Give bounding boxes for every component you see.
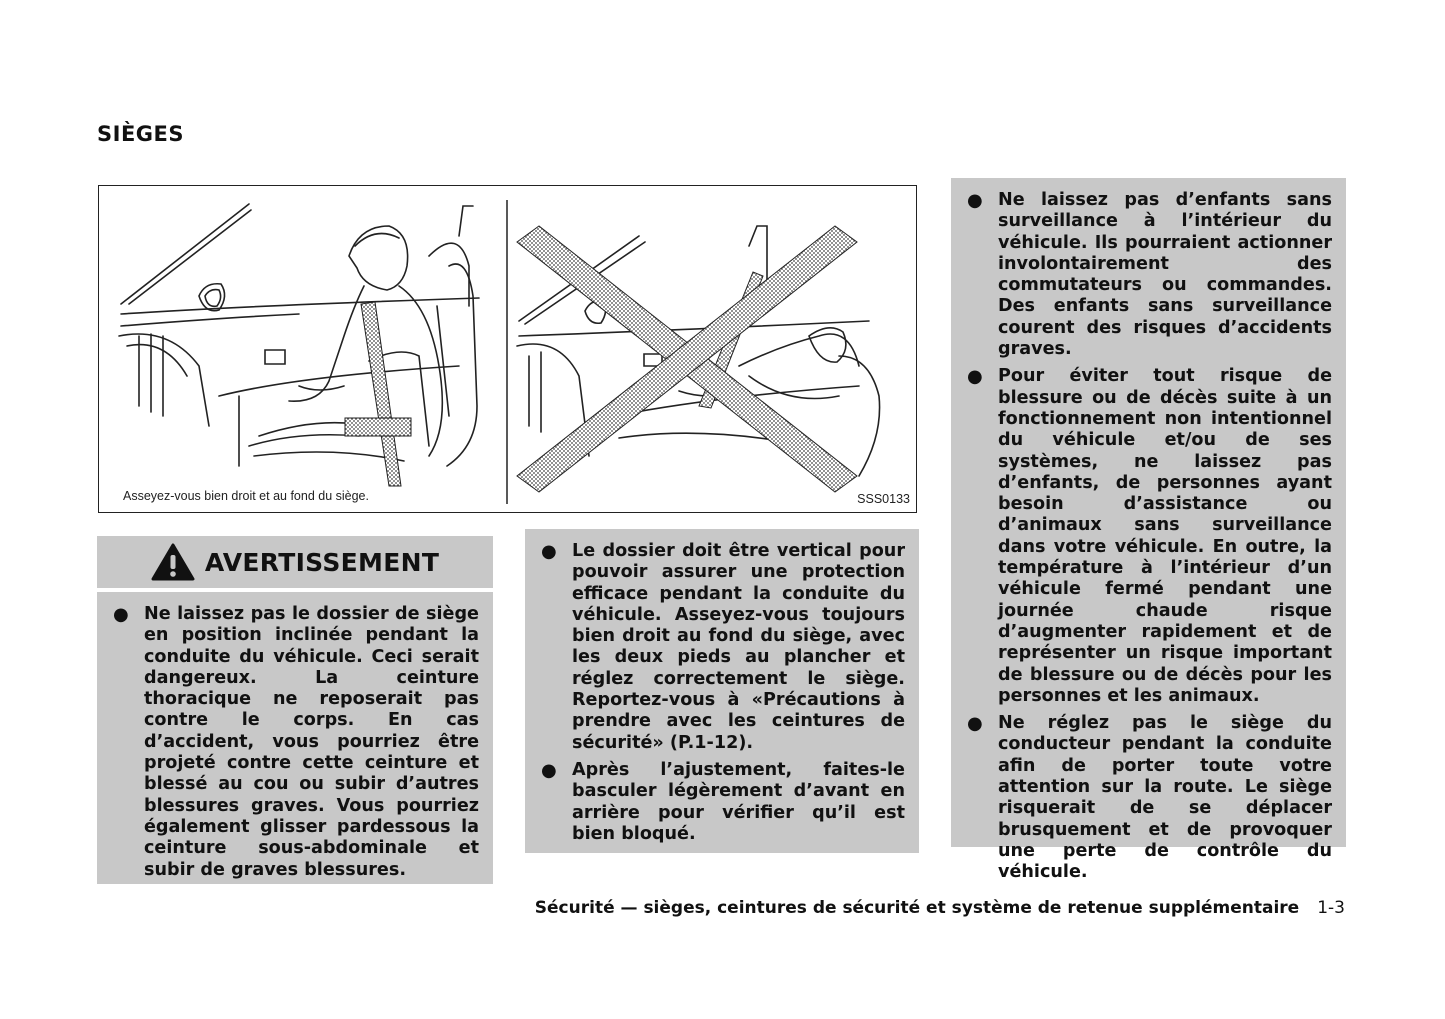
right-item: ● Ne réglez pas le siège du conducteur pendant la conduite afin de porter toute votre attention sur la route. Le siège risquerait de se déplacer brusquement et de provoquer une perte de contrôle du véhicule.	[967, 713, 1332, 883]
warning-header	[97, 536, 493, 588]
illustration-drawing	[99, 186, 918, 514]
section-title: SIÈGES	[97, 122, 184, 146]
figure-caption: Asseyez-vous bien droit et au fond du siège.	[123, 489, 369, 503]
middle-column-box	[525, 529, 919, 853]
page-footer	[535, 898, 1345, 918]
page-number: 1-3	[1317, 898, 1345, 918]
warning-title: AVERTISSEMENT	[204, 547, 440, 577]
middle-item: ● Le dossier doit être vertical pour pouvoir assurer une protection efficace pendant la conduite du véhicule. Asseyez-vous toujours bien droit au fond du siège, avec les deux pieds au plancher et réglez correctement le siège. Reportez-vous à «Précautions à prendre avec les ceintures de sécurité» (P.1-12).	[541, 541, 905, 753]
right-item: ● Pour éviter tout risque de blessure ou de décès suite à un fonctionnement non intentionnel du véhicule et/ou de ses systèmes, ne laissez pas d’enfants, de personnes ayant besoin d’assistance ou d’animaux sans surveillance dans votre véhicule. En outre, la température à l’intérieur d’un véhicule fermé pendant une journée chaude risque d’augmenter rapidement et de représenter un risque important de blessure ou de décès pour les personnes et les animaux.	[967, 366, 1332, 706]
right-column-box	[951, 178, 1346, 883]
warning-triangle-icon	[151, 543, 195, 581]
figure-code: SSS0133	[857, 492, 910, 506]
footer-text: Sécurité — sièges, ceintures de sécurité et système de retenue supplémentaire	[534, 898, 1300, 918]
middle-item: ● Après l’ajustement, faites-le basculer légèrement d’avant en arrière pour vérifier qu’il est bien bloqué.	[541, 759, 905, 844]
warning-item: ● Ne laissez pas le dossier de siège en position inclinée pendant la conduite du véhicule. Ceci serait dangereux. La ceinture thoracique ne reposerait pas contre le corps. En cas d’accident, vous pourriez être projeté contre cette ceinture et blessé au cou ou subir d’autres blessures graves. Vous pourriez également glisser pardessous la ceinture sous-abdominale et subir de graves blessures.	[113, 604, 479, 880]
seating-illustration	[98, 185, 917, 513]
right-item: ● Ne laissez pas d’enfants sans surveillance à l’intérieur du véhicule. Ils pourraient actionner involontairement des commutateurs ou commandes. Des enfants sans surveillance courent des risques d’accidents graves.	[967, 190, 1332, 360]
warning-body	[97, 592, 493, 884]
correct-posture-drawing	[119, 204, 479, 466]
